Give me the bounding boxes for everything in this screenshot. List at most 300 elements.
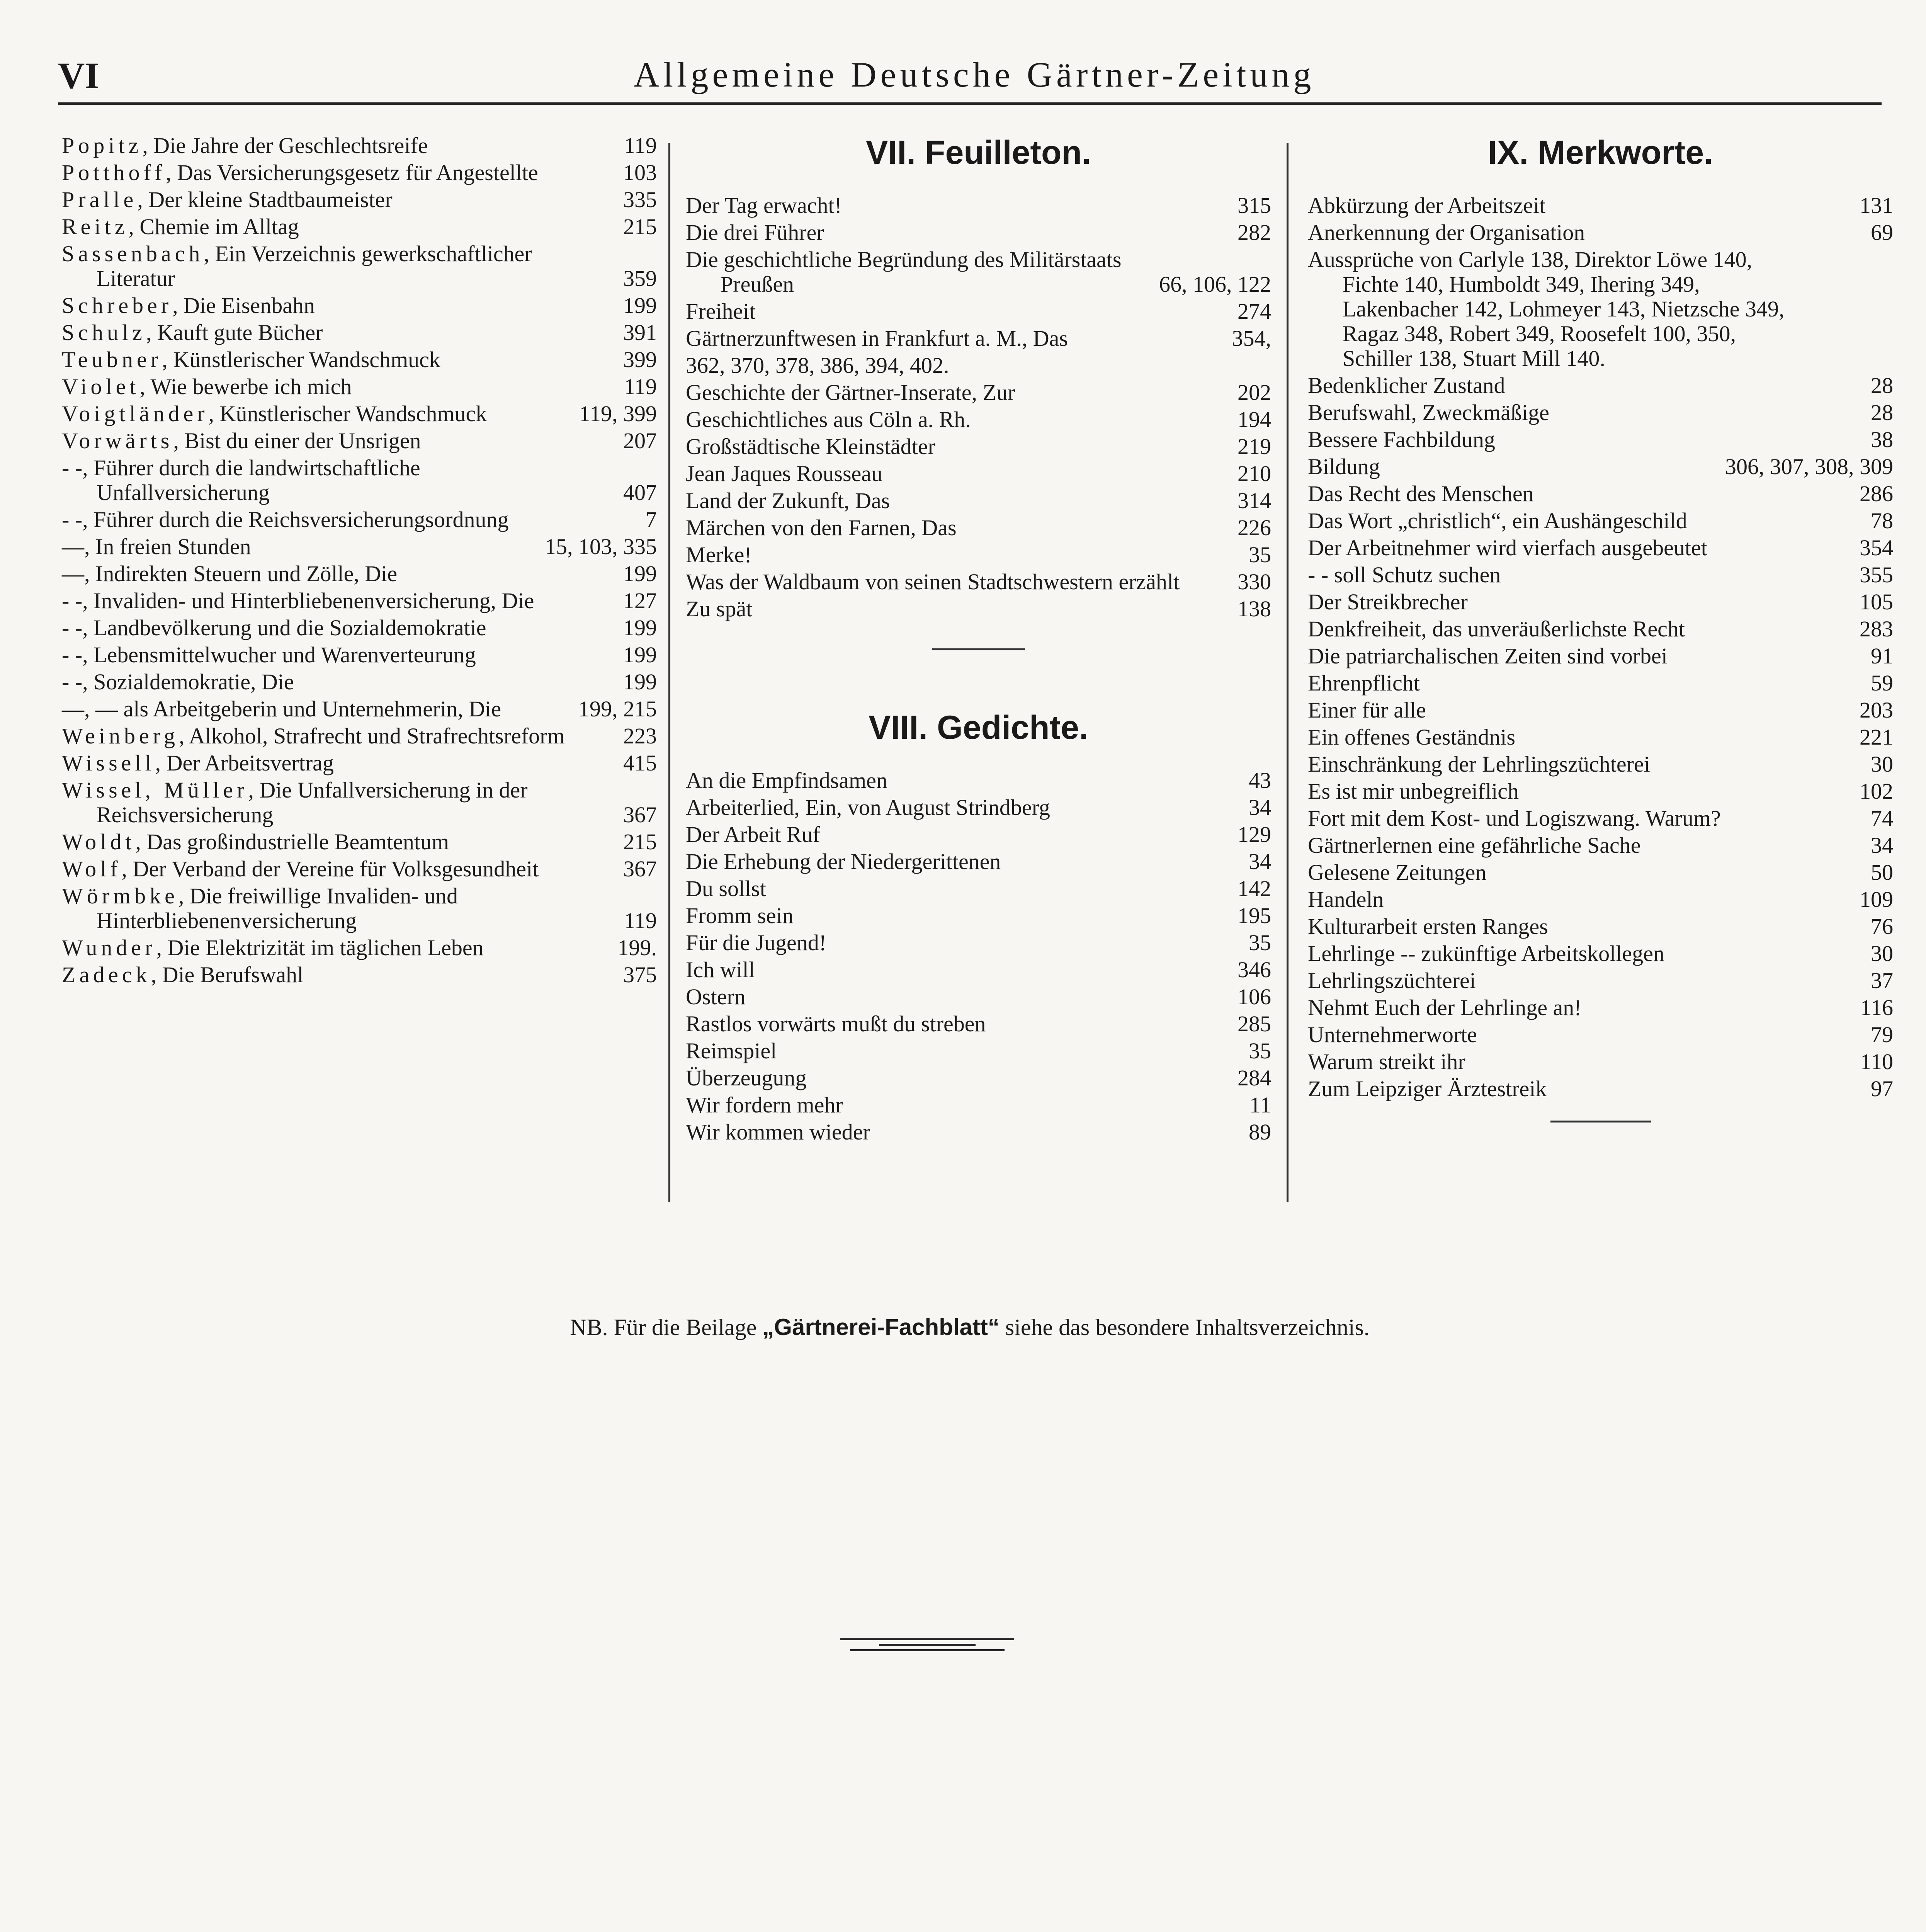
entry-page: 284 [1238, 1065, 1271, 1090]
column-divider [668, 143, 670, 1202]
entry-page: 89 [1249, 1119, 1271, 1145]
index-entry [1308, 400, 1893, 425]
entry-page: 91 [1871, 643, 1893, 668]
entry-author: Wissell [62, 750, 155, 776]
entry-title: - -, Führer durch die landwirtschaftliche Unfallversicherung [62, 455, 420, 505]
entry-title: , Das großindustrielle Beamtentum [135, 829, 449, 854]
index-entry [686, 407, 1271, 432]
entry-page: 103 [623, 160, 657, 185]
entry-title: Bessere Fachbildung [1308, 427, 1495, 452]
index-entry [1308, 193, 1893, 218]
index-entry [686, 515, 1271, 540]
entry-page: 199 [623, 669, 657, 694]
entry-page: 15, 103, 335 [545, 534, 657, 559]
index-entry [686, 461, 1271, 486]
entry-page: 105 [1860, 589, 1893, 614]
entry-page: 219 [1238, 434, 1271, 459]
entry-page: 199 [623, 293, 657, 318]
index-entry [62, 456, 657, 505]
entry-page: 207 [623, 428, 657, 453]
index-entry [1308, 563, 1893, 587]
entry-title: Einer für alle [1308, 697, 1426, 723]
index-entry [1308, 941, 1893, 966]
entry-page: 35 [1249, 930, 1271, 955]
entry-page: 138 [1238, 596, 1271, 621]
entry-title: Berufswahl, Zweckmäßige [1308, 400, 1549, 425]
index-entry [686, 795, 1271, 820]
index-entry [1308, 373, 1893, 398]
entry-title: Reimspiel [686, 1038, 777, 1063]
index-entry [1308, 509, 1893, 533]
entry-page: 199, 215 [578, 696, 657, 721]
entry-author: Schulz [62, 320, 146, 345]
index-entry [1308, 806, 1893, 831]
index-entry [686, 299, 1271, 324]
entry-title: Aussprüche von Carlyle 138, Direktor Löwe 140, Fichte 140, Humboldt 349, Ihering 349, Lakenbacher 142, Lohmeyer 143, Nietzsche 349, Ragaz 348, Robert 349, Roosefelt 100, 350, Schiller 138, Stuart Mill 140. [1308, 247, 1785, 371]
entry-page: 367 [623, 856, 657, 881]
entry-title: , Kauft gute Bücher [146, 320, 323, 345]
entry-title: Anerkennung der Organisation [1308, 220, 1585, 245]
index-entry [686, 957, 1271, 982]
entry-page: 28 [1871, 400, 1893, 425]
entry-title: Geschichte der Gärtner-Inserate, Zur [686, 380, 1015, 405]
entry-title: Lehrlinge -- zukünftige Arbeitskollegen [1308, 941, 1664, 966]
gedichte-list [686, 768, 1271, 1145]
index-entry [62, 724, 657, 748]
entry-title: Die drei Führer [686, 220, 824, 245]
entry-page: 367 [623, 802, 657, 827]
entry-author: Pralle [62, 187, 138, 212]
index-entry [62, 347, 657, 372]
entry-page: 274 [1238, 299, 1271, 324]
entry-title: Das Recht des Menschen [1308, 481, 1534, 506]
index-entry [1308, 725, 1893, 750]
entry-page: 359 [623, 266, 657, 291]
entry-page: 375 [623, 962, 657, 987]
feuilleton-gedichte-column [686, 133, 1271, 1147]
index-entry [686, 1093, 1271, 1117]
index-entry [1308, 968, 1893, 993]
index-entry [62, 616, 657, 640]
index-entry [62, 857, 657, 881]
entry-author: Violet [62, 374, 140, 399]
entry-page: 286 [1860, 481, 1893, 506]
entry-title: Ehrenpflicht [1308, 670, 1420, 696]
entry-page: 7 [646, 507, 657, 532]
entry-title: Land der Zukunft, Das [686, 488, 890, 513]
entry-page: 79 [1871, 1022, 1893, 1047]
feuilleton-list [686, 193, 1271, 621]
merkworte-list [1308, 193, 1893, 1101]
entry-title: Märchen von den Farnen, Das [686, 515, 957, 540]
index-entry [1308, 995, 1893, 1020]
entry-page: 285 [1238, 1011, 1271, 1036]
entry-page: 66, 106, 122 [1159, 272, 1271, 297]
index-entry [62, 320, 657, 345]
entry-page: 142 [1238, 876, 1271, 901]
entry-title: Lehrlingszüchterei [1308, 968, 1476, 993]
index-entry [1308, 617, 1893, 641]
index-entry [1308, 220, 1893, 245]
index-entry [62, 751, 657, 776]
index-entry [686, 876, 1271, 901]
entry-author: Voigtländer [62, 401, 209, 426]
index-entry [1308, 752, 1893, 777]
merkworte-column [1308, 133, 1893, 1122]
author-index-column [62, 133, 657, 990]
entry-title: , Künstlerischer Wandschmuck [208, 401, 487, 426]
entry-page: 203 [1860, 697, 1893, 723]
entry-title: - -, Führer durch die Reichsversicherungsordnung [62, 507, 509, 532]
index-entry [686, 1120, 1271, 1145]
entry-title: Merke! [686, 542, 752, 567]
entry-title: Ich will [686, 957, 755, 982]
entry-page: 346 [1238, 957, 1271, 982]
entry-author: Reitz [62, 214, 129, 239]
entry-author: Sassenbach [62, 241, 204, 266]
index-entry [62, 884, 657, 933]
entry-page: 110 [1860, 1049, 1893, 1074]
index-entry [686, 247, 1271, 297]
index-entry [1308, 427, 1893, 452]
entry-page: 119 [624, 133, 657, 158]
entry-page: 282 [1238, 220, 1271, 245]
entry-page: 215 [623, 829, 657, 854]
entry-page: 315 [1238, 193, 1271, 218]
index-entry [62, 374, 657, 399]
index-entry [1308, 481, 1893, 506]
entry-title: Freiheit [686, 299, 756, 324]
index-entry [1308, 247, 1893, 371]
entry-author: Popitz [62, 133, 143, 158]
index-entry [62, 697, 657, 721]
entry-title: - -, Landbevölkerung und die Sozialdemokratie [62, 615, 486, 640]
index-entry [62, 935, 657, 960]
entry-title: Gelesene Zeitungen [1308, 860, 1487, 885]
index-entry [1308, 860, 1893, 885]
index-entry [62, 187, 657, 212]
entry-page: 28 [1871, 373, 1893, 398]
index-entry [686, 768, 1271, 793]
index-entry [686, 1012, 1271, 1036]
index-entry [62, 778, 657, 827]
entry-page: 119 [624, 374, 657, 399]
entry-title: Fromm sein [686, 903, 794, 928]
index-entry [1308, 914, 1893, 939]
index-entry [1308, 1022, 1893, 1047]
entry-title: Rastlos vorwärts mußt du streben [686, 1011, 986, 1036]
entry-page: 78 [1871, 508, 1893, 533]
entry-page: 119 [624, 908, 657, 933]
index-entry [686, 903, 1271, 928]
index-entry [686, 220, 1271, 245]
index-entry [1308, 671, 1893, 696]
index-entry [62, 507, 657, 532]
author-index-list [62, 133, 657, 987]
index-entry [1308, 779, 1893, 804]
entry-page: 76 [1871, 914, 1893, 939]
entry-title: Die patriarchalischen Zeiten sind vorbei [1308, 643, 1668, 668]
entry-page: 407 [623, 480, 657, 505]
entry-page: 35 [1249, 1038, 1271, 1063]
entry-page: 221 [1860, 724, 1893, 750]
entry-page: 215 [623, 214, 657, 239]
entry-page: 30 [1871, 752, 1893, 777]
page-header [58, 54, 1882, 104]
entry-page: 194 [1238, 407, 1271, 432]
entry-page: 195 [1238, 903, 1271, 928]
index-entry [1308, 536, 1893, 560]
entry-title: Der Arbeitnehmer wird vierfach ausgebeutet [1308, 535, 1707, 560]
entry-title: Jean Jaques Rousseau [686, 461, 883, 486]
index-entry [686, 597, 1271, 621]
entry-title: , Die Jahre der Geschlechtsreife [142, 133, 428, 158]
supplement-note [58, 1314, 1882, 1341]
entry-title: , Bist du einer der Unsrigen [173, 428, 421, 453]
index-entry [62, 963, 657, 987]
entry-page: 102 [1860, 779, 1893, 804]
section-divider [932, 648, 1025, 650]
index-entry [686, 985, 1271, 1009]
entry-page: 50 [1871, 860, 1893, 885]
entry-page: 202 [1238, 380, 1271, 405]
entry-title: Großstädtische Kleinstädter [686, 434, 935, 459]
entry-author: Wunder [62, 935, 156, 960]
entry-title: Für die Jugend! [686, 930, 827, 955]
index-entry [62, 429, 657, 453]
entry-page: 354 [1860, 535, 1893, 560]
index-entry [686, 380, 1271, 405]
page-number: VI [58, 55, 99, 96]
entry-author: Schreber [62, 293, 173, 318]
index-entry [686, 543, 1271, 567]
column-divider [1287, 143, 1289, 1202]
entry-title: Der Tag erwacht! [686, 193, 842, 218]
entry-title: , Wie bewerbe ich mich [139, 374, 352, 399]
entry-page: 35 [1249, 542, 1271, 567]
entry-title: Die Erhebung der Niedergerittenen [686, 849, 1001, 874]
entry-page: 306, 307, 308, 309 [1725, 454, 1893, 479]
index-entry [1308, 887, 1893, 912]
index-entry [686, 193, 1271, 218]
entry-title: - -, Sozialdemokratie, Die [62, 669, 294, 694]
entry-title: , Die Berufswahl [151, 962, 304, 987]
index-entry [62, 534, 657, 559]
entry-title: , Der Arbeitsvertrag [155, 750, 334, 776]
entry-title: - -, Invaliden- und Hinterbliebenenversicherung, Die [62, 588, 534, 613]
entry-page: 30 [1871, 941, 1893, 966]
index-entry [1308, 644, 1893, 668]
entry-title: , Alkohol, Strafrecht und Strafrechtsreform [178, 723, 565, 748]
entry-title: , Der Verband der Vereine für Volksgesundheit [121, 856, 539, 881]
entry-page: 314 [1238, 488, 1271, 513]
index-entry [686, 570, 1271, 594]
entry-title: Nehmt Euch der Lehrlinge an! [1308, 995, 1582, 1020]
entry-author: Wörmbke [62, 883, 178, 908]
index-entry [686, 326, 1271, 351]
entry-page: 199 [623, 615, 657, 640]
entry-title: Überzeugung [686, 1065, 807, 1090]
entry-page: 59 [1871, 670, 1893, 696]
entry-page: 199. [617, 935, 657, 960]
entry-page: 109 [1860, 887, 1893, 912]
entry-page: 223 [623, 723, 657, 748]
entry-page: 330 [1238, 569, 1271, 594]
entry-title: Geschichtliches aus Cöln a. Rh. [686, 407, 971, 432]
index-entry [62, 588, 657, 613]
index-entry [1308, 590, 1893, 614]
entry-author: Woldt [62, 829, 136, 854]
index-entry [686, 822, 1271, 847]
index-entry [686, 849, 1271, 874]
entry-title: —, In freien Stunden [62, 534, 251, 559]
entry-title: - -, Lebensmittelwucher und Warenverteurung [62, 642, 476, 667]
entry-title: An die Empfindsamen [686, 768, 887, 793]
index-entry [686, 930, 1271, 955]
index-entry [62, 401, 657, 426]
entry-title: Ein offenes Geständnis [1308, 724, 1515, 750]
entry-title: —, Indirekten Steuern und Zölle, Die [62, 561, 398, 586]
entry-author: Teubner [62, 347, 162, 372]
entry-title: Bildung [1308, 454, 1380, 479]
entry-title: Handeln [1308, 887, 1384, 912]
feuilleton-heading: VII. Feuilleton. [866, 134, 1091, 171]
entry-page: 106 [1238, 984, 1271, 1009]
entry-title: Einschränkung der Lehrlingszüchterei [1308, 752, 1650, 777]
index-entry [1308, 1049, 1893, 1074]
entry-title: , Chemie im Alltag [128, 214, 299, 239]
running-title: Allgemeine Deutsche Gärtner-Zeitung [634, 55, 1315, 94]
entry-title: Was der Waldbaum von seinen Stadtschwestern erzählt [686, 569, 1180, 594]
entry-author: Potthoff [62, 160, 166, 185]
entry-title: Arbeiterlied, Ein, von August Strindberg [686, 795, 1050, 820]
entry-title: Zu spät [686, 596, 753, 621]
entry-page: 391 [623, 320, 657, 345]
entry-page: 415 [623, 750, 657, 776]
entry-title: Zum Leipziger Ärztestreik [1308, 1076, 1547, 1101]
index-entry [1308, 454, 1893, 479]
section-divider [1550, 1121, 1651, 1122]
entry-title: Abkürzung der Arbeitszeit [1308, 193, 1546, 218]
entry-title: Denkfreiheit, das unveräußerlichste Recht [1308, 616, 1685, 641]
note-suffix: siehe das besondere Inhaltsverzeichnis. [1005, 1315, 1370, 1340]
gedichte-heading: VIII. Gedichte. [869, 709, 1088, 746]
entry-page: 199 [623, 642, 657, 667]
ornamental-rule [840, 1638, 1014, 1658]
entry-page: 74 [1871, 806, 1893, 831]
entry-title: , Die Eisenbahn [172, 293, 315, 318]
entry-page: 199 [623, 561, 657, 586]
entry-page: 34 [1249, 795, 1271, 820]
entry-page: 399 [623, 347, 657, 372]
entry-title: Das Wort „christlich“, ein Aushängeschild [1308, 508, 1687, 533]
entry-title: —, — als Arbeitgeberin und Unternehmerin, Die [62, 696, 501, 721]
entry-author: Weinberg [62, 723, 179, 748]
entry-title: , Das Versicherungsgesetz für Angestellte [166, 160, 538, 185]
index-entry [62, 670, 657, 694]
entry-author: Wissel, Müller [62, 777, 248, 803]
entry-page: 226 [1238, 515, 1271, 540]
index-entry [62, 643, 657, 667]
index-entry [62, 293, 657, 318]
merkworte-heading: IX. Merkworte. [1487, 134, 1714, 171]
entry-author: Vorwärts [62, 428, 173, 453]
entry-page: 129 [1238, 822, 1271, 847]
entry-page: 355 [1860, 562, 1893, 587]
entry-page: 37 [1871, 968, 1893, 993]
entry-author: Wolf [62, 856, 122, 881]
entry-title: , Die Unfallversicherung in der Reichsversicherung [97, 777, 528, 827]
index-entry [62, 160, 657, 185]
entry-title: Unternehmerworte [1308, 1022, 1477, 1047]
entry-page: 335 [623, 187, 657, 212]
index-entry [62, 133, 657, 158]
entry-page: 43 [1249, 768, 1271, 793]
entry-page: 69 [1871, 220, 1893, 245]
entry-title: Der Streikbrecher [1308, 589, 1468, 614]
entry-title: Gärtnerzunftwesen in Frankfurt a. M., Das [686, 326, 1068, 351]
entry-page: 210 [1238, 461, 1271, 486]
index-entry [686, 434, 1271, 459]
index-entry [686, 488, 1271, 513]
entry-title: Wir kommen wieder [686, 1119, 870, 1145]
entry-title: Bedenklicher Zustand [1308, 373, 1505, 398]
entry-title: , Künstlerischer Wandschmuck [162, 347, 440, 372]
index-entry [62, 214, 657, 239]
entry-title: 362, 370, 378, 386, 394, 402. [686, 353, 949, 378]
note-prefix: NB. Für die Beilage [570, 1315, 757, 1340]
index-entry [686, 1066, 1271, 1090]
entry-title: Fort mit dem Kost- und Logiszwang. Warum? [1308, 806, 1721, 831]
index-entry [62, 242, 657, 291]
entry-page: 354, [1232, 326, 1271, 351]
entry-title: Wir fordern mehr [686, 1092, 843, 1117]
index-entry [1308, 833, 1893, 858]
index-entry [686, 353, 1271, 378]
index-entry [1308, 698, 1893, 723]
entry-title: , Die Elektrizität im täglichen Leben [156, 935, 484, 960]
entry-title: Die geschichtliche Begründung des Militärstaats Preußen [686, 247, 1122, 297]
entry-page: 97 [1871, 1076, 1893, 1101]
index-entry [1308, 1077, 1893, 1101]
entry-page: 34 [1249, 849, 1271, 874]
entry-page: 131 [1860, 193, 1893, 218]
entry-title: - - soll Schutz suchen [1308, 562, 1501, 587]
entry-page: 283 [1860, 616, 1893, 641]
entry-title: Gärtnerlernen eine gefährliche Sache [1308, 833, 1641, 858]
header-rule [58, 102, 1882, 105]
entry-title: Warum streikt ihr [1308, 1049, 1465, 1074]
entry-title: Ostern [686, 984, 746, 1009]
entry-page: 34 [1871, 833, 1893, 858]
entry-title: Der Arbeit Ruf [686, 822, 820, 847]
index-entry [62, 830, 657, 854]
entry-page: 38 [1871, 427, 1893, 452]
index-entry [62, 561, 657, 586]
entry-title: Es ist mir unbegreiflich [1308, 779, 1519, 804]
entry-title: Kulturarbeit ersten Ranges [1308, 914, 1548, 939]
entry-page: 11 [1249, 1092, 1271, 1117]
entry-page: 116 [1860, 995, 1893, 1020]
index-entry [686, 1039, 1271, 1063]
entry-title: , Die freiwillige Invaliden- und Hinterbliebenenversicherung [97, 883, 458, 933]
note-highlight: „Gärtnerei-Fachblatt“ [762, 1314, 1000, 1340]
entry-title: , Der kleine Stadtbaumeister [137, 187, 393, 212]
entry-page: 127 [623, 588, 657, 613]
entry-page: 119, 399 [579, 401, 657, 426]
entry-author: Zadeck [62, 962, 151, 987]
entry-title: Du sollst [686, 876, 766, 901]
